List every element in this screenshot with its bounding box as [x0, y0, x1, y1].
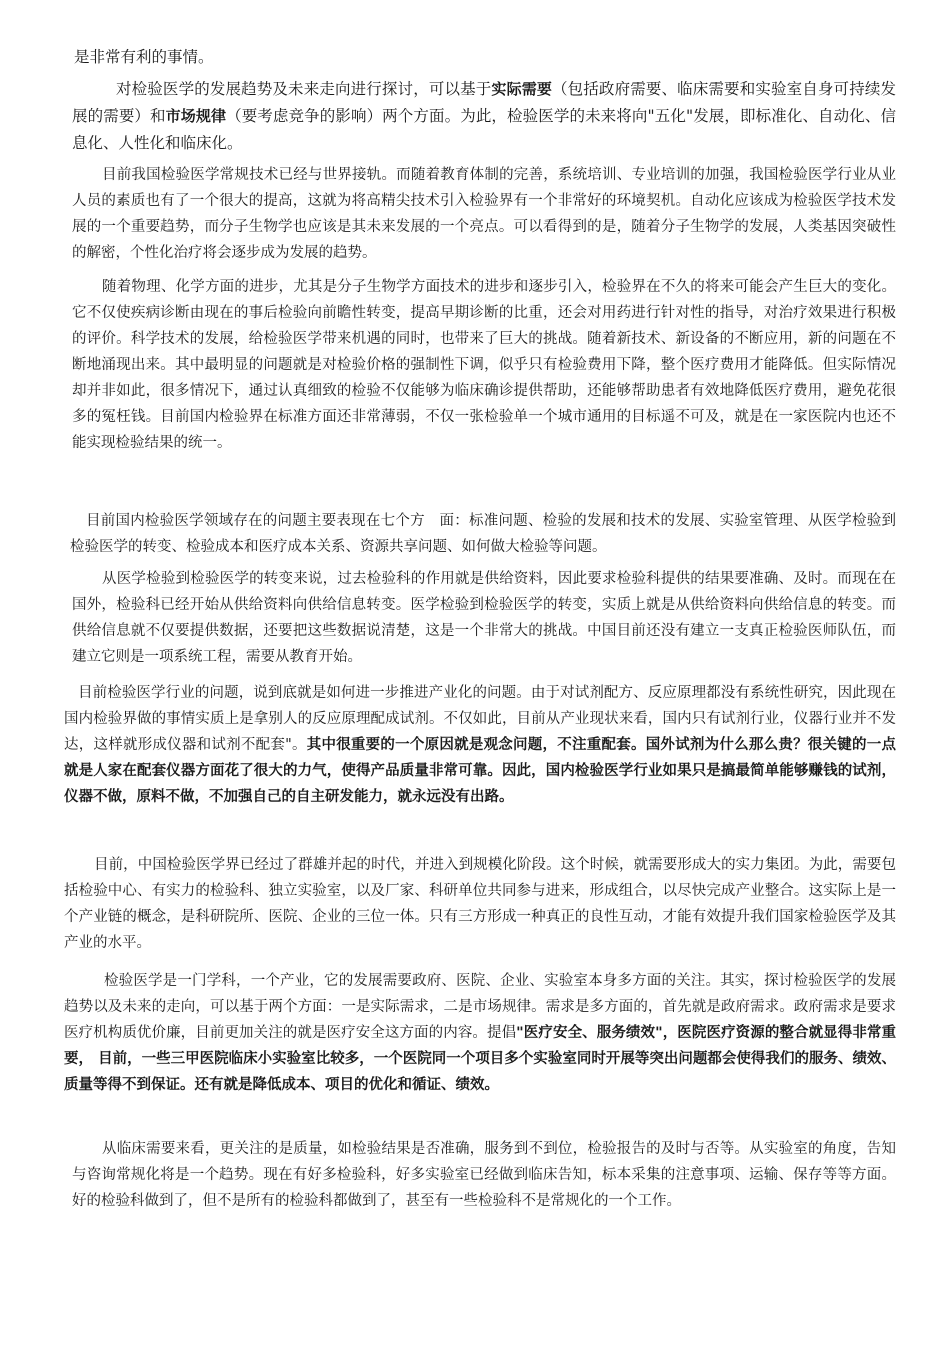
run: 目前检验医学行业的问题，说到底就是如何进一步推进产业化的问题。由于对试剂配方、反应原理都没有系统性研究，因此现在国内检验界做的事情实质上是拿别人的反应原理配成试剂。不仅如此，目前从产业现状来看，国内只有试剂行业，仪器行业并不发达，这样就形成仪器和试剂不配套"。 [64, 685, 896, 753]
run: 从医学检验到检验医学的转变来说，过去检验科的作用就是供给资料，因此要求检验科提供的结果要准确、及时。而现在在国外，检验科已经开始从供给资料向供给信息转变。医学检验到检验医学的转变，实质上就是从供给资料向供给信息的转变。而供给信息就不仅要提供数据，还要把这些数据说清楚，这是一个非常大的挑战。中国目前还没有建立一支真正检验医师队伍，而建立它则是一项系统工程，需要从教育开始。 [72, 571, 896, 665]
paragraph-scale-stage [64, 852, 896, 956]
run: 对检验医学的发展趋势及未来走向进行探讨，可以基于 [116, 80, 492, 98]
run: 目前国内检验医学领域存在的问题主要表现在七个方 面：标准问题、检验的发展和技术的发展、实验室管理、从医学检验到检验医学的转变、检验成本和医疗成本关系、资源共享问题、如何做大检验等问题。 [70, 513, 896, 555]
run: 目前我国检验医学常规技术已经与世界接轨。而随着教育体制的完善，系统培训、专业培训的加强，我国检验医学行业从业人员的素质也有了一个很大的提高，这就为将高精尖技术引入检验界有一个非常好的环境契机。自动化应该成为检验医学技术发展的一个重要趋势，而分子生物学也应该是其未来发展的一个亮点。可以看得到的是，随着分子生物学的发展，人类基因突破性的解密，个性化治疗将会逐步成为发展的趋势。 [72, 167, 896, 261]
paragraph-five-trends [72, 76, 896, 157]
run: 目前，中国检验医学界已经过了群雄并起的时代，并进入到规模化阶段。这个时候，就需要形成大的实力集团。为此，需要包括检验中心、有实力的检验科、独立实验室，以及厂家、科研单位共同参与进来，形成组合，以尽快完成产业整合。这实际上是一个产业链的概念，是科研院所、医院、企业的三位一体。只有三方形成一种真正的良性互动，才能有效提升我们国家检验医学及其产业的水平。 [64, 857, 896, 951]
bold-emphasis-matching: 其中很重要的一个原因就是观念问题，不注重配套。国外试剂为什么那么贵？很关键的一点就是人家在配套仪器方面花了很大的力气，使得产品质量非常可靠。因此，国内检验医学行业如果只是搞最简单能够赚钱的试剂，仪器不做，原料不做，不加强自己的自主研发能力，就永远没有出路。 [64, 737, 896, 805]
run: 检验医学是一门学科，一个产业，它的发展需要政府、医院、企业、实验室本身多方面的关注。其实，探讨检验医学的发展趋势以及未来的走向，可以基于两个方面：一是实际需求，二是市场规律。需求是多方面的，首先就是政府需求。政府需求是要求医疗机构质优价廉，目前更加关注的就是医疗安全这方面的内容。提倡 [64, 973, 896, 1041]
run: 从临床需要来看，更关注的是质量，如检验结果是否准确，服务到不到位，检验报告的及时与否等。从实验室的角度，告知与咨询常规化将是一个趋势。现在有好多检验科，好多实验室已经做到临床告知，标本采集的注意事项、运输、保存等等方面。好的检验科做到了，但不是所有的检验科都做到了，甚至有一些检验科不是常规化的一个工作。 [72, 1141, 896, 1209]
run: 随着物理、化学方面的进步，尤其是分子生物学方面技术的进步和逐步引入，检验界在不久的将来可能会产生巨大的变化。它不仅使疾病诊断由现在的事后检验向前瞻性转变，提高早期诊断的比重，还会对用药进行针对性的指导，对治疗效果进行积极的评价。科学技术的发展，给检验医学带来机遇的同时，也带来了巨大的挑战。随着新技术、新设备的不断应用，新的问题在不断地涌现出来。其中最明显的问题就是对检验价格的强制性下调，似乎只有检验费用下降，整个医疗费用才能降低。但实际情况却并非如此，很多情况下，通过认真细致的检验不仅能够为临床确诊提供帮助，还能够帮助患者有效地降低医疗费用，避免花很多的冤枉钱。目前国内检验界在标准方面还非常薄弱，不仅一张检验单一个城市通用的目标遥不可及，就是在一家医院内也还不能实现检验结果的统一。 [72, 279, 896, 451]
run: （包括政府需要、临床需要和实验室自身可持续发展的需要）和 [72, 80, 896, 125]
run: 是非常有利的事情。 [74, 48, 214, 66]
bold-emphasis-medical-safety: "医疗安全、服务绩效"，医院医疗资源的整合就显得非常重要， 目前，一些三甲医院临床小实验室比较多，一个医院同一个项目多个实验室同时开展等突出问题都会使得我们的服务、绩效、质量等得不到保证。还有就是降低成本、项目的优化和循证、绩效。 [64, 1025, 897, 1093]
bold-term-practical-needs: 实际需要 [491, 80, 552, 98]
bold-term-market-rules: 市场规律 [165, 107, 227, 125]
paragraph-government-needs [64, 968, 896, 1098]
paragraph-technology [72, 162, 896, 266]
paragraph-seven-problems [70, 508, 896, 560]
paragraph-industrialization [64, 680, 896, 810]
paragraph-transition [72, 566, 896, 670]
run: （要考虑竞争的影响）两个方面。为此，检验医学的未来将向"五化"发展，即标准化、自动化、信息化、人性化和临床化。 [72, 107, 896, 152]
paragraph-clinical-needs [72, 1136, 896, 1214]
paragraph-continuation [74, 44, 894, 71]
paragraph-molecular-biology [72, 274, 896, 456]
